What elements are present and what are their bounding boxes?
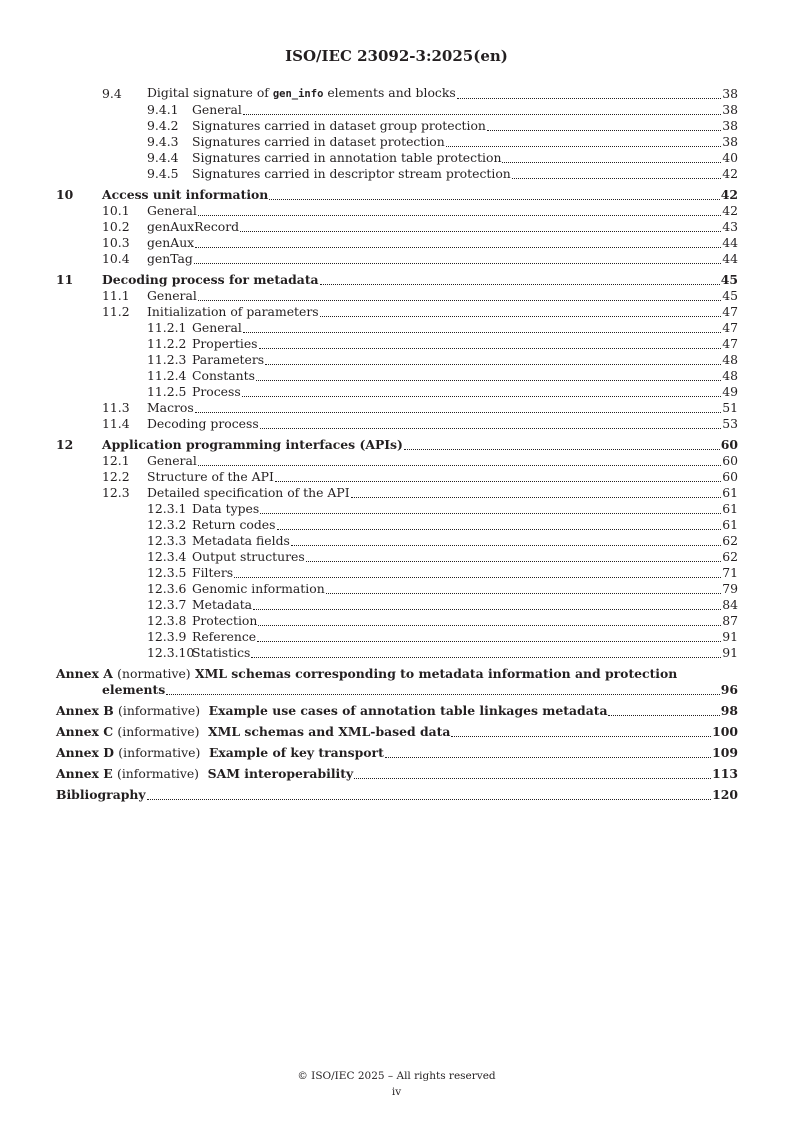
toc-number: 12.1 xyxy=(102,453,130,468)
dot-leader xyxy=(256,380,721,381)
annex-title: XML schemas corresponding to metadata information and protection xyxy=(194,666,678,681)
annex-label: Annex D xyxy=(56,745,114,760)
toc-page: 84 xyxy=(722,597,738,612)
toc-entry-12-3-10[interactable] xyxy=(56,645,738,661)
toc-entry-12-3-6[interactable] xyxy=(56,581,738,597)
annex-kind: (informative) xyxy=(117,766,199,781)
page-number: iv xyxy=(391,1086,402,1098)
toc-page: 60 xyxy=(720,437,738,452)
dot-leader xyxy=(265,364,721,365)
toc-page: 62 xyxy=(722,533,738,548)
dot-leader xyxy=(195,412,721,413)
toc-entry-12-3-4[interactable] xyxy=(56,549,738,565)
toc-page: 38 xyxy=(722,102,738,117)
toc-title: Constants xyxy=(192,368,255,383)
dot-leader xyxy=(291,545,721,546)
dot-leader xyxy=(260,428,722,429)
toc-page: 91 xyxy=(722,629,738,644)
toc-entry-10-2[interactable] xyxy=(56,219,738,235)
dot-leader xyxy=(502,162,721,163)
toc-number: 9.4.3 xyxy=(147,134,179,149)
toc-number: 9.4 xyxy=(102,86,122,101)
toc-title: Detailed specification of the API xyxy=(147,485,350,500)
annex-a-first-line xyxy=(56,666,738,682)
toc-number: 12.3.9 xyxy=(147,629,187,644)
toc-number: 12.3.4 xyxy=(147,549,187,564)
toc-title: General xyxy=(147,288,197,303)
toc-title: Filters xyxy=(192,565,234,580)
dot-leader xyxy=(457,98,722,99)
annex-a-second-line xyxy=(56,682,738,698)
toc-number: 12.3.1 xyxy=(147,501,187,516)
toc-entry-9-4-3[interactable] xyxy=(56,134,738,150)
toc-number: 11.2.1 xyxy=(147,320,187,335)
page-footer xyxy=(0,1068,793,1100)
dot-leader xyxy=(608,715,719,716)
toc-page: 62 xyxy=(722,549,738,564)
annex-label: Annex E xyxy=(56,766,113,781)
toc-page: 44 xyxy=(722,235,738,250)
annex-title: Example use cases of annotation table linkages metadata xyxy=(208,703,608,718)
toc-number: 12.3 xyxy=(102,485,130,500)
toc-entry-10[interactable] xyxy=(56,187,738,203)
toc-title: Signatures carried in dataset protection xyxy=(192,134,445,149)
toc-page: 43 xyxy=(722,219,738,234)
toc-title: genAux xyxy=(147,235,195,250)
toc-entry-12-2[interactable] xyxy=(56,469,738,485)
toc-title: Reference xyxy=(192,629,257,644)
toc-entry-12-3-5[interactable] xyxy=(56,565,738,581)
toc-page: 61 xyxy=(722,517,738,532)
dot-leader xyxy=(260,513,721,514)
dot-leader xyxy=(147,799,712,800)
toc-entry-11-2-2[interactable] xyxy=(56,336,738,352)
toc-entry-11-2-4[interactable] xyxy=(56,368,738,384)
toc-title: genAuxRecord xyxy=(147,219,240,234)
toc-number: 12.3.10 xyxy=(147,645,195,660)
toc-title: genTag xyxy=(147,251,193,266)
toc-entry-9-4-4[interactable] xyxy=(56,150,738,166)
toc-entry-10-4[interactable] xyxy=(56,251,738,267)
toc-title: General xyxy=(192,102,242,117)
toc-title: Genomic information xyxy=(192,581,325,596)
dot-leader xyxy=(451,736,711,737)
toc-number: 9.4.2 xyxy=(147,118,179,133)
toc-page: 96 xyxy=(720,682,738,697)
toc-entry-annex-a[interactable] xyxy=(56,666,738,698)
toc-page: 38 xyxy=(722,118,738,133)
toc-entry-11-2[interactable] xyxy=(56,304,738,320)
dot-leader xyxy=(258,625,721,626)
toc-number: 10.1 xyxy=(102,203,130,218)
toc-title: Decoding process xyxy=(147,416,259,431)
toc-title: Return codes xyxy=(192,517,276,532)
toc-page: 113 xyxy=(712,766,738,781)
dot-leader xyxy=(240,231,721,232)
dot-leader xyxy=(320,284,720,285)
annex-label: Annex B xyxy=(56,703,114,718)
toc-title: Data types xyxy=(192,501,260,516)
dot-leader xyxy=(354,778,711,779)
toc-entry-9-4-5[interactable] xyxy=(56,166,738,182)
dot-leader xyxy=(253,609,721,610)
toc-number: 12.3.2 xyxy=(147,517,187,532)
code-gen-info: gen_info xyxy=(272,88,324,100)
dot-leader xyxy=(194,263,721,264)
toc-number: 11.2 xyxy=(102,304,130,319)
toc-title: Process xyxy=(192,384,241,399)
toc-page: 61 xyxy=(722,501,738,516)
toc-page: 44 xyxy=(722,251,738,266)
document-header: ISO/IEC 23092-3:2025(en) xyxy=(285,47,508,65)
toc-number: 12.3.3 xyxy=(147,533,187,548)
toc-entry-9-4-1[interactable] xyxy=(56,102,738,118)
annex-label: Annex A xyxy=(56,666,113,681)
toc-entry-annex-c[interactable] xyxy=(56,724,738,740)
dot-leader xyxy=(512,178,721,179)
dot-leader xyxy=(243,114,721,115)
dot-leader xyxy=(257,641,721,642)
annex-title: XML schemas and XML-based data xyxy=(208,724,451,739)
annex-kind: (normative) xyxy=(117,666,191,681)
toc-number: 12.3.5 xyxy=(147,565,187,580)
dot-leader xyxy=(277,529,722,530)
dot-leader xyxy=(166,694,720,695)
dot-leader xyxy=(306,561,722,562)
toc-page: 100 xyxy=(712,724,738,739)
dot-leader xyxy=(234,577,721,578)
toc-page: 60 xyxy=(722,453,738,468)
toc-title: Metadata fields xyxy=(192,533,290,548)
toc-entry-9-4-2[interactable] xyxy=(56,118,738,134)
toc-title: Output structures xyxy=(192,549,305,564)
copyright-notice: © ISO/IEC 2025 – All rights reserved xyxy=(297,1070,496,1082)
toc-page: 40 xyxy=(722,150,738,165)
toc-entry-annex-d[interactable] xyxy=(56,745,738,761)
toc-number: 12.3.6 xyxy=(147,581,187,596)
toc-number: 11.2.3 xyxy=(147,352,187,367)
toc-page: 45 xyxy=(722,288,738,303)
toc-title: Initialization of parameters xyxy=(147,304,319,319)
dot-leader xyxy=(385,757,711,758)
toc-number: 11.2.2 xyxy=(147,336,187,351)
toc-entry-annex-b[interactable] xyxy=(56,703,738,719)
toc-entry-12-3-7[interactable] xyxy=(56,597,738,613)
toc-entry-10-1[interactable] xyxy=(56,203,738,219)
dot-leader xyxy=(320,316,722,317)
toc-page: 42 xyxy=(720,187,738,202)
toc-page: 47 xyxy=(722,320,738,335)
toc-number: 9.4.4 xyxy=(147,150,179,165)
dot-leader xyxy=(446,146,721,147)
toc-number: 9.4.1 xyxy=(147,102,179,117)
annex-kind: (informative) xyxy=(118,703,201,718)
toc-page: 45 xyxy=(720,272,738,287)
toc-number: 12.2 xyxy=(102,469,130,484)
annex-title-cont: elements xyxy=(102,682,166,697)
toc-title: Signatures carried in dataset group protection xyxy=(192,118,486,133)
dot-leader xyxy=(326,593,722,594)
toc-page: 91 xyxy=(722,645,738,660)
toc-page: 38 xyxy=(722,86,738,101)
toc-title: Decoding process for metadata xyxy=(102,272,319,287)
toc-entry-11-2-1[interactable] xyxy=(56,320,738,336)
toc-number: 12.3.8 xyxy=(147,613,187,628)
dot-leader xyxy=(198,215,721,216)
toc-number: 11.2.4 xyxy=(147,368,187,383)
toc-page: 60 xyxy=(722,469,738,484)
toc-title: Access unit information xyxy=(102,187,269,202)
table-of-contents xyxy=(56,86,738,803)
toc-title: Structure of the API xyxy=(147,469,274,484)
toc-entry-11-2-5[interactable] xyxy=(56,384,738,400)
dot-leader xyxy=(269,199,719,200)
dot-leader xyxy=(198,300,721,301)
toc-page: 53 xyxy=(722,416,738,431)
toc-entry-12-3-1[interactable] xyxy=(56,501,738,517)
toc-entry-9-4[interactable] xyxy=(56,86,738,102)
toc-page: 61 xyxy=(722,485,738,500)
toc-entry-12-3[interactable] xyxy=(56,485,738,501)
toc-page: 48 xyxy=(722,352,738,367)
toc-title: Signatures carried in descriptor stream protection xyxy=(192,166,511,181)
toc-title: General xyxy=(147,453,197,468)
toc-entry-annex-e[interactable] xyxy=(56,766,738,782)
toc-title: Signatures carried in annotation table protection xyxy=(192,150,502,165)
toc-page: 49 xyxy=(722,384,738,399)
toc-title: Bibliography xyxy=(56,787,146,802)
dot-leader xyxy=(243,332,721,333)
toc-page: 47 xyxy=(722,336,738,351)
annex-kind: (informative) xyxy=(117,724,200,739)
toc-number: 11.2.5 xyxy=(147,384,187,399)
toc-number: 12 xyxy=(56,437,74,452)
annex-kind: (informative) xyxy=(118,745,201,760)
toc-title: Metadata xyxy=(192,597,253,612)
annex-label: Annex C xyxy=(56,724,114,739)
toc-title: Parameters xyxy=(192,352,265,367)
toc-entry-bibliography[interactable] xyxy=(56,787,738,803)
toc-number: 9.4.5 xyxy=(147,166,179,181)
toc-number: 10.2 xyxy=(102,219,130,234)
toc-page: 79 xyxy=(722,581,738,596)
toc-page: 47 xyxy=(722,304,738,319)
toc-number: 10 xyxy=(56,187,74,202)
toc-entry-11-1[interactable] xyxy=(56,288,738,304)
toc-title: General xyxy=(147,203,197,218)
dot-leader xyxy=(487,130,721,131)
toc-page: 120 xyxy=(712,787,738,802)
toc-number: 11 xyxy=(56,272,74,287)
dot-leader xyxy=(242,396,722,397)
dot-leader xyxy=(251,657,721,658)
toc-entry-12[interactable] xyxy=(56,437,738,453)
toc-title: General xyxy=(192,320,242,335)
toc-entry-12-3-8[interactable] xyxy=(56,613,738,629)
toc-number: 11.1 xyxy=(102,288,130,303)
toc-entry-12-1[interactable] xyxy=(56,453,738,469)
toc-title: Application programming interfaces (APIs) xyxy=(102,437,403,452)
toc-number: 11.3 xyxy=(102,400,130,415)
annex-title: Example of key transport xyxy=(208,745,384,760)
toc-entry-12-3-3[interactable] xyxy=(56,533,738,549)
toc-number: 10.4 xyxy=(102,251,130,266)
dot-leader xyxy=(198,465,721,466)
toc-title: Macros xyxy=(147,400,194,415)
toc-title: Statistics xyxy=(192,645,251,660)
toc-page: 98 xyxy=(720,703,738,718)
toc-entry-11[interactable] xyxy=(56,272,738,288)
toc-page: 51 xyxy=(722,400,738,415)
toc-page: 42 xyxy=(722,166,738,181)
toc-entry-10-3[interactable] xyxy=(56,235,738,251)
dot-leader xyxy=(195,247,721,248)
dot-leader xyxy=(351,497,722,498)
toc-entry-11-4[interactable] xyxy=(56,416,738,432)
dot-leader xyxy=(259,348,722,349)
dot-leader xyxy=(275,481,721,482)
annex-title: SAM interoperability xyxy=(207,766,354,781)
toc-title: Protection xyxy=(192,613,258,628)
toc-page: 87 xyxy=(722,613,738,628)
toc-number: 10.3 xyxy=(102,235,130,250)
toc-page: 42 xyxy=(722,203,738,218)
toc-number: 12.3.7 xyxy=(147,597,187,612)
toc-page: 71 xyxy=(722,565,738,580)
toc-entry-11-2-3[interactable] xyxy=(56,352,738,368)
toc-page: 109 xyxy=(712,745,738,760)
toc-title: Properties xyxy=(192,336,258,351)
toc-title: Digital signature of gen_info elements and blocks xyxy=(147,85,456,100)
dot-leader xyxy=(404,449,720,450)
toc-number: 11.4 xyxy=(102,416,130,431)
toc-entry-12-3-2[interactable] xyxy=(56,517,738,533)
toc-entry-12-3-9[interactable] xyxy=(56,629,738,645)
toc-page: 48 xyxy=(722,368,738,383)
toc-page: 38 xyxy=(722,134,738,149)
toc-entry-11-3[interactable] xyxy=(56,400,738,416)
